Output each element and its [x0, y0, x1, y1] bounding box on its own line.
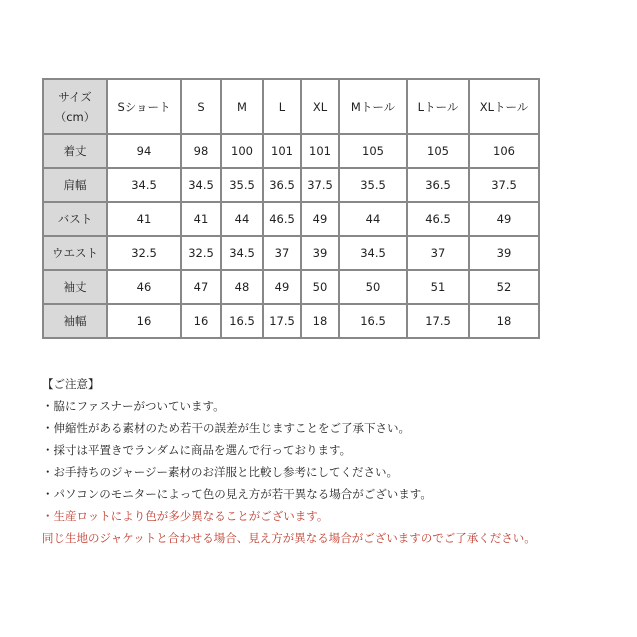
column-header: XLトール [469, 79, 539, 134]
table-row [43, 202, 539, 236]
table-cell: 49 [263, 270, 301, 304]
table-cell: 94 [107, 134, 181, 168]
table-cell: 34.5 [107, 168, 181, 202]
table-cell: 17.5 [407, 304, 469, 338]
table-row [43, 270, 539, 304]
row-label: ウエスト [43, 236, 107, 270]
table-row [43, 236, 539, 270]
table-cell: 49 [301, 202, 339, 236]
table-cell: 101 [263, 134, 301, 168]
table-cell: 37.5 [301, 168, 339, 202]
table-cell: 48 [221, 270, 263, 304]
column-header: Sショート [107, 79, 181, 134]
table-cell: 46.5 [407, 202, 469, 236]
note-item: ・お手持ちのジャージー素材のお洋服と比較し参考にしてください。 [42, 465, 399, 479]
table-cell: 35.5 [339, 168, 407, 202]
note-item: ・採寸は平置きでランダムに商品を選んで行っております。 [42, 443, 352, 457]
table-cell: 34.5 [181, 168, 221, 202]
row-label: 袖幅 [43, 304, 107, 338]
table-cell: 46.5 [263, 202, 301, 236]
row-label: 肩幅 [43, 168, 107, 202]
table-cell: 17.5 [263, 304, 301, 338]
table-cell: 37 [263, 236, 301, 270]
table-cell: 16 [107, 304, 181, 338]
table-cell: 47 [181, 270, 221, 304]
table-cell: 98 [181, 134, 221, 168]
row-label: 袖丈 [43, 270, 107, 304]
table-cell: 35.5 [221, 168, 263, 202]
table-cell: 34.5 [221, 236, 263, 270]
table-cell: 34.5 [339, 236, 407, 270]
table-cell: 36.5 [263, 168, 301, 202]
table-cell: 41 [181, 202, 221, 236]
closing-note: 同じ生地のジャケットと合わせる場合、見え方が異なる場合がございますのでご了承ください。 [42, 531, 536, 545]
corner-cell [43, 79, 107, 134]
table-cell: 41 [107, 202, 181, 236]
column-header: Lトール [407, 79, 469, 134]
corner-label-unit: （cm） [54, 109, 96, 124]
table-cell: 44 [339, 202, 407, 236]
table-cell: 44 [221, 202, 263, 236]
table-cell: 37.5 [469, 168, 539, 202]
column-header: Mトール [339, 79, 407, 134]
table-cell: 46 [107, 270, 181, 304]
table-cell: 100 [221, 134, 263, 168]
table-cell: 18 [301, 304, 339, 338]
row-label: バスト [43, 202, 107, 236]
notes-heading: 【ご注意】 [42, 377, 100, 391]
column-header: S [181, 79, 221, 134]
table-cell: 39 [469, 236, 539, 270]
table-cell: 50 [339, 270, 407, 304]
column-header: M [221, 79, 263, 134]
table-cell: 51 [407, 270, 469, 304]
notes-section [42, 373, 602, 549]
table-cell: 16 [181, 304, 221, 338]
table-header-row [43, 79, 539, 134]
table-row [43, 304, 539, 338]
corner-label-size: サイズ [58, 89, 92, 104]
size-table [42, 78, 540, 339]
table-cell: 36.5 [407, 168, 469, 202]
table-cell: 32.5 [181, 236, 221, 270]
note-item: ・伸縮性がある素材のため若干の誤差が生じますことをご了承下さい。 [42, 421, 410, 435]
table-cell: 106 [469, 134, 539, 168]
column-header: XL [301, 79, 339, 134]
table-cell: 101 [301, 134, 339, 168]
table-cell: 37 [407, 236, 469, 270]
note-item: ・脇にファスナーがついています。 [42, 399, 225, 413]
row-label: 着丈 [43, 134, 107, 168]
table-cell: 16.5 [339, 304, 407, 338]
table-cell: 52 [469, 270, 539, 304]
table-cell: 16.5 [221, 304, 263, 338]
table-cell: 32.5 [107, 236, 181, 270]
table-row [43, 134, 539, 168]
table-cell: 105 [407, 134, 469, 168]
table-row [43, 168, 539, 202]
table-cell: 39 [301, 236, 339, 270]
note-item-warning: ・生産ロットにより色が多少異なることがございます。 [42, 509, 329, 523]
table-cell: 18 [469, 304, 539, 338]
table-cell: 49 [469, 202, 539, 236]
table-cell: 105 [339, 134, 407, 168]
note-item: ・パソコンのモニターによって色の見え方が若干異なる場合がございます。 [42, 487, 432, 501]
table-cell: 50 [301, 270, 339, 304]
column-header: L [263, 79, 301, 134]
